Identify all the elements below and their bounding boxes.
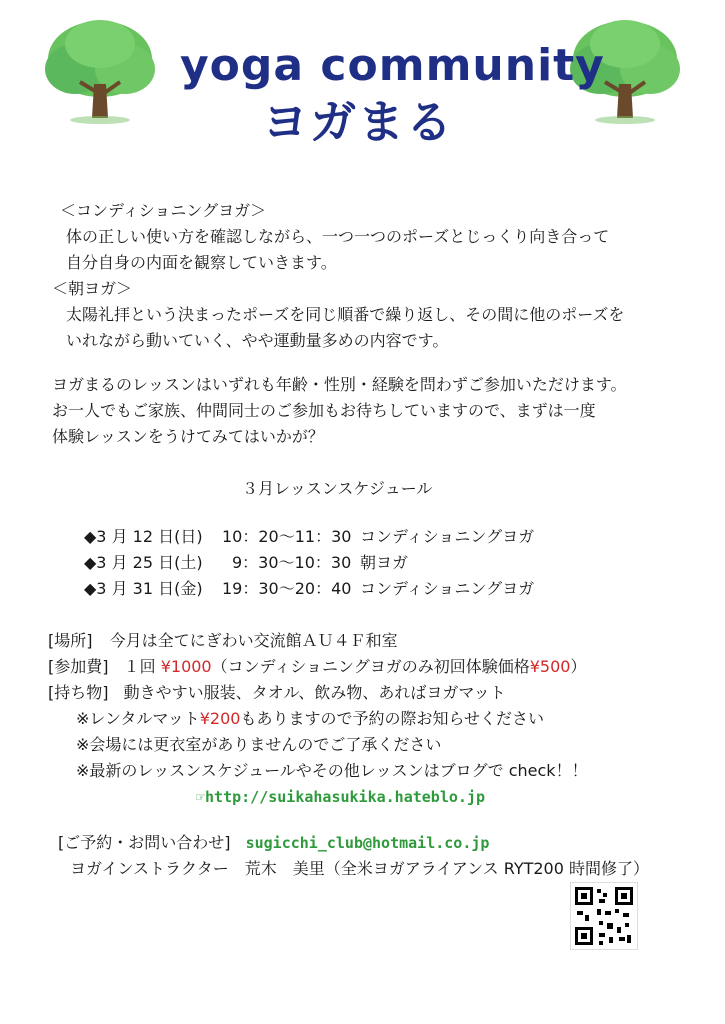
note-rental-suffix: もありますので予約の際お知らせください bbox=[240, 709, 544, 728]
contact-label: [ご予約・お問い合わせ] bbox=[58, 833, 231, 852]
tree-icon-left bbox=[40, 14, 160, 138]
schedule-time: 9：30～10：30 bbox=[232, 553, 352, 572]
invite-line1: ヨガまるのレッスンはいずれも年齢・性別・経験を問わずご参加いただけます。 bbox=[52, 375, 627, 394]
items-value: 動きやすい服装、タオル、飲み物、あればヨガマット bbox=[123, 683, 506, 702]
note-rental-price: ¥200 bbox=[199, 709, 241, 728]
fee-row bbox=[48, 654, 586, 680]
note-blog: ※最新のレッスンスケジュールやその他レッスンはブログで check！！ bbox=[76, 761, 588, 780]
invite-line2: お一人でもご家族、仲間同士のご参加もお待ちしていますので、まずは一度 bbox=[52, 401, 596, 420]
conditioning-line2: 自分自身の内面を観察していきます。 bbox=[66, 253, 337, 272]
contact-email[interactable]: sugicchi_club@hotmail.co.jp bbox=[245, 834, 490, 852]
instructor-line: ヨガインストラクター 荒木 美里（全米ヨガアライアンス RYT200 時間修了） bbox=[70, 859, 649, 878]
fee-price: ¥1000 bbox=[160, 657, 212, 676]
qr-code bbox=[570, 882, 638, 950]
fee-label: [参加費] bbox=[48, 657, 109, 676]
conditioning-line1: 体の正しい使い方を確認しながら、一つ一つのポーズとじっくり向き合って bbox=[66, 227, 610, 246]
morning-line1: 太陽礼拝という決まったポーズを同じ順番で繰り返し、その間に他のポーズを bbox=[66, 305, 625, 324]
morning-heading: ＜朝ヨガ＞ bbox=[52, 279, 133, 298]
fee-suffix: ） bbox=[570, 657, 587, 676]
fee-prefix: １回 bbox=[123, 657, 156, 676]
place-label: [場所] bbox=[48, 631, 93, 650]
note-rental bbox=[76, 706, 544, 732]
note-rental-prefix: ※レンタルマット bbox=[76, 709, 200, 728]
fee-trial-price: ¥500 bbox=[529, 657, 571, 676]
schedule-time: 19：30～20：40 bbox=[222, 579, 352, 598]
morning-line2: いれながら動いていく、やや運動量多めの内容です。 bbox=[66, 331, 449, 350]
schedule-class: 朝ヨガ bbox=[360, 553, 409, 572]
contact-row bbox=[58, 830, 489, 856]
items-label: [持ち物] bbox=[48, 683, 109, 702]
note-dressing-room: ※会場には更衣室がありませんのでご了承ください bbox=[76, 735, 442, 754]
schedule-time: 10：20～11：30 bbox=[222, 527, 352, 546]
title-english: yoga community bbox=[180, 40, 605, 91]
place-row bbox=[48, 628, 398, 654]
schedule-class: コンディショニングヨガ bbox=[360, 579, 535, 598]
schedule-date: ◆3 月 25 日(土) bbox=[84, 553, 203, 572]
schedule-date: ◆3 月 31 日(金) bbox=[84, 579, 203, 598]
items-row bbox=[48, 680, 506, 706]
schedule-date: ◆3 月 12 日(日) bbox=[84, 527, 203, 546]
invite-line3: 体験レッスンをうけてみてはいかが？ bbox=[52, 427, 324, 446]
place-value: 今月は全てにぎわい交流館ＡＵ４Ｆ和室 bbox=[109, 631, 398, 650]
title-japanese: ヨガまる bbox=[262, 95, 454, 149]
fee-middle: （コンディショニングヨガのみ初回体験価格 bbox=[211, 657, 530, 676]
schedule-class: コンディショニングヨガ bbox=[360, 527, 535, 546]
schedule-heading: ３月レッスンスケジュール bbox=[242, 479, 433, 498]
conditioning-heading: ＜コンディショニングヨガ＞ bbox=[60, 201, 267, 220]
blog-link[interactable]: ☞http://suikahasukika.hateblo.jp bbox=[196, 788, 485, 806]
